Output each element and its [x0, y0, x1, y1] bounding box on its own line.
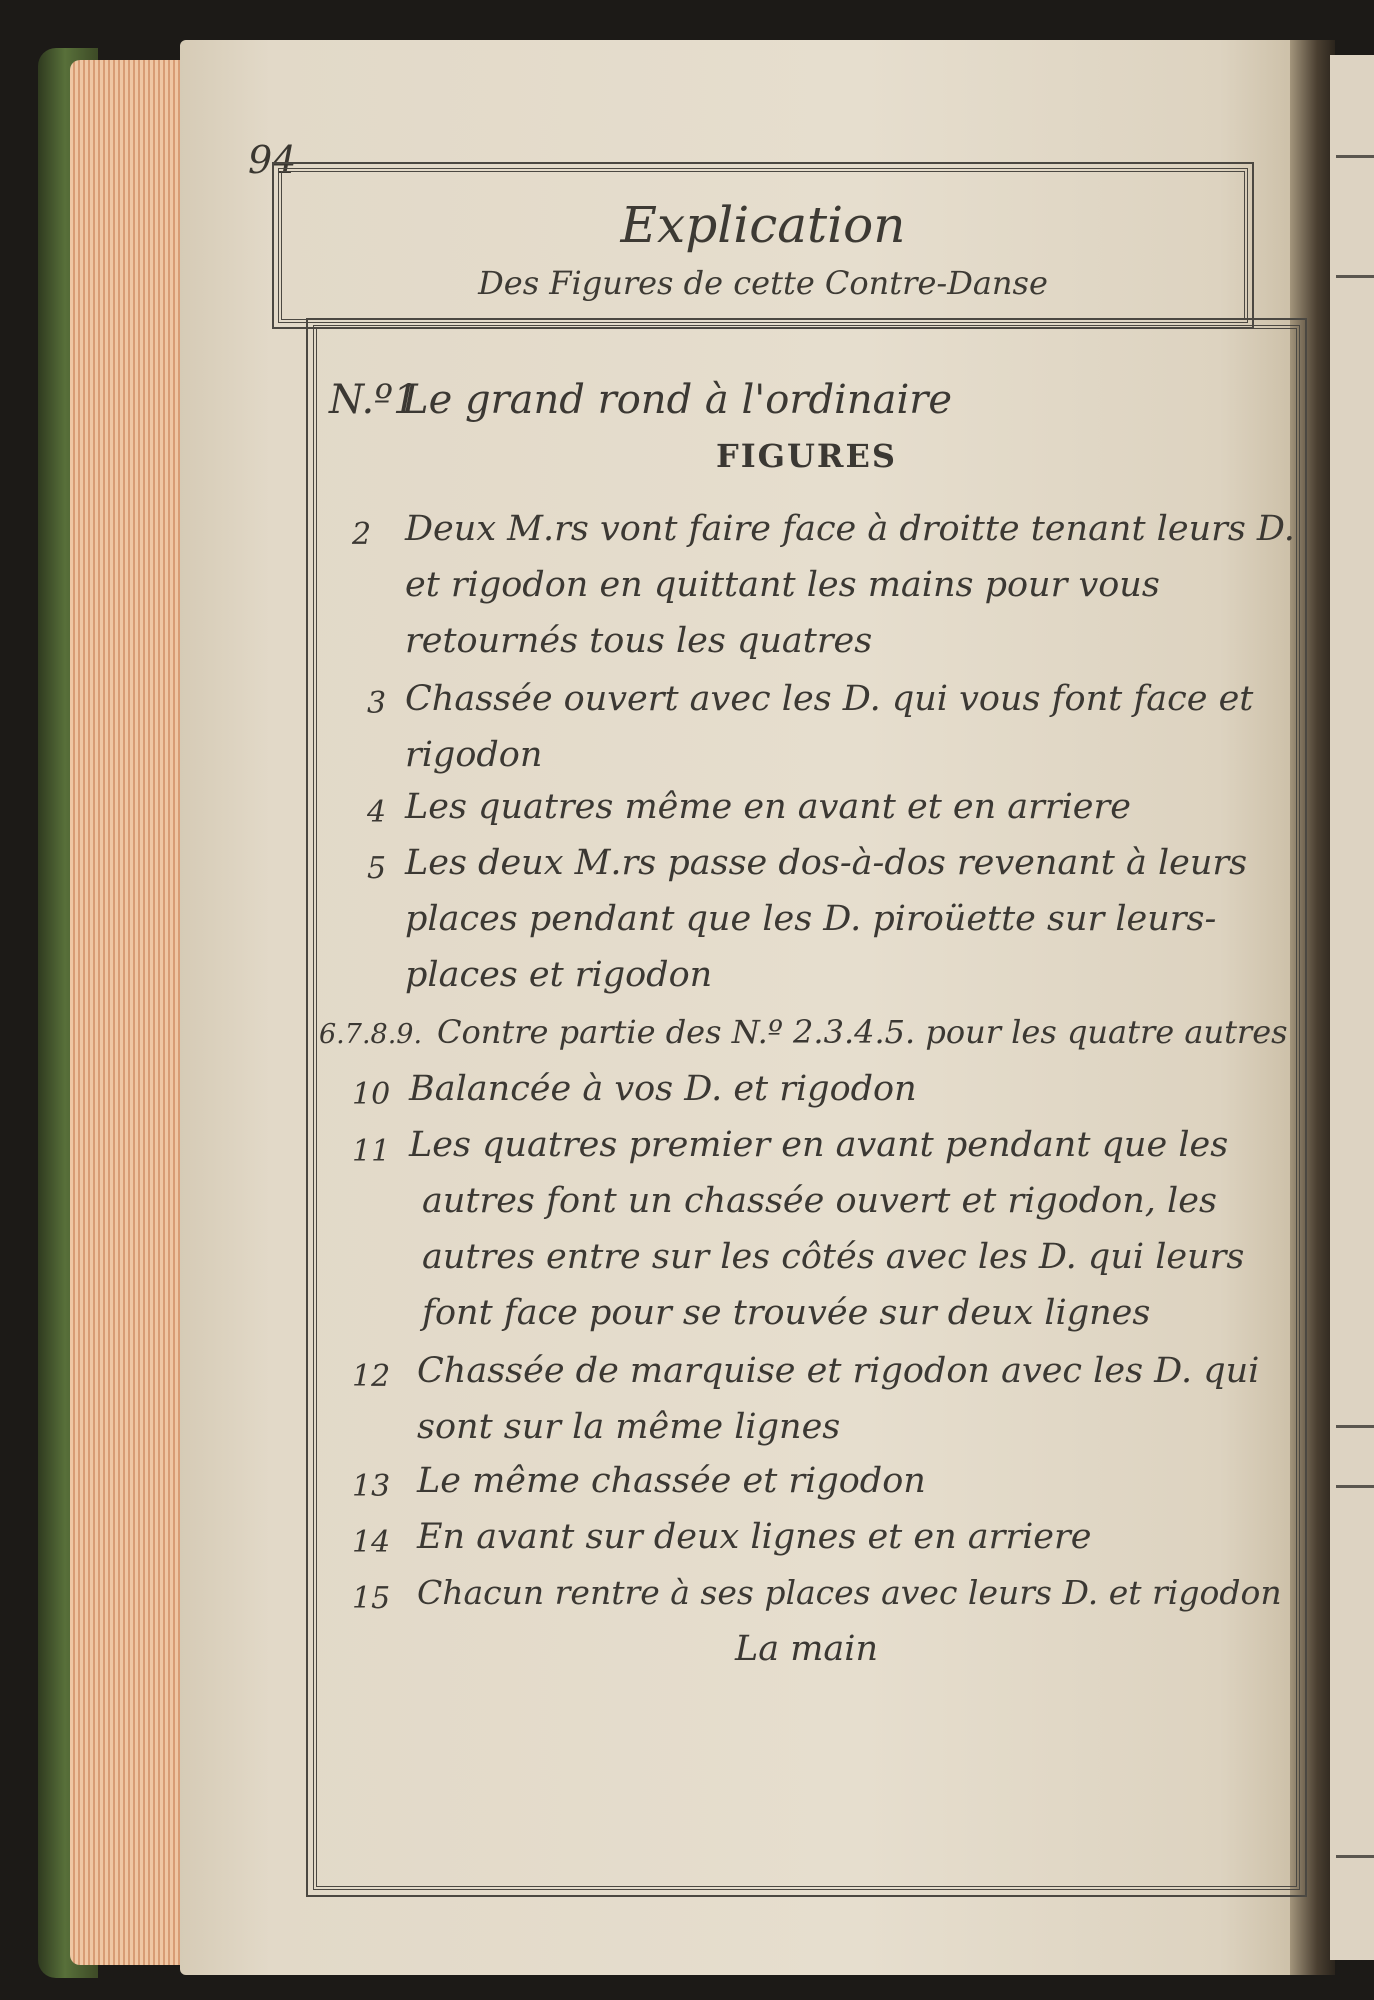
figure-number: 12: [352, 1359, 391, 1394]
closing-text: La main: [734, 1629, 879, 1669]
next-page-rule: [1336, 1425, 1374, 1428]
figure-line: et rigodon en quittant les mains pour vous: [405, 565, 1160, 605]
figure-line: retournés tous les quatres: [405, 621, 873, 661]
figure-line: En avant sur deux lignes et en arriere: [417, 1517, 1092, 1557]
figure-line: autres font un chassée ouvert et rigodon, les: [422, 1181, 1217, 1221]
next-page-rule: [1336, 155, 1374, 158]
figure-number: 6.7.8.9.: [319, 1019, 423, 1050]
figure-line: Balancée à vos D. et rigodon: [409, 1069, 917, 1109]
figure-line: rigodon: [405, 735, 543, 775]
figure-line: Deux M.rs vont faire face à droitte tenant leurs D.: [405, 509, 1295, 549]
figure-line: Chassée ouvert avec les D. qui vous font face et: [405, 679, 1254, 719]
figure-number: 3: [367, 686, 387, 721]
intro-text: Le grand rond à l'ordinaire: [402, 377, 953, 423]
figure-number: 4: [367, 795, 387, 830]
next-page-edge: [1330, 55, 1374, 1960]
figure-line: places pendant que les D. piroüette sur leurs-: [405, 899, 1217, 939]
page-subtitle: Des Figures de cette Contre-Danse: [478, 264, 1048, 302]
figure-number: 5: [367, 851, 387, 886]
next-page-rule: [1336, 1485, 1374, 1488]
page-number: 94: [248, 138, 297, 182]
figure-line: places et rigodon: [405, 955, 713, 995]
figure-line: autres entre sur les côtés avec les D. qui leurs: [422, 1237, 1245, 1277]
next-page-rule: [1336, 1855, 1374, 1858]
figure-number: 14: [352, 1525, 391, 1560]
title-box: [278, 168, 1248, 323]
figure-line: Les quatres même en avant et en arriere: [405, 787, 1131, 827]
page-title: Explication: [620, 196, 906, 254]
figures-heading: FIGURES: [715, 437, 897, 475]
figure-line: Le même chassée et rigodon: [417, 1461, 926, 1501]
figure-line: Les quatres premier en avant pendant que les: [409, 1125, 1229, 1165]
figure-number: 11: [352, 1134, 391, 1169]
figure-number: 10: [352, 1077, 391, 1112]
figure-line: font face pour se trouvée sur deux lignes: [422, 1293, 1151, 1333]
next-page-rule: [1336, 275, 1374, 278]
figure-line: Contre partie des N.º 2.3.4.5. pour les quatre autres: [437, 1013, 1288, 1051]
figure-line: Les deux M.rs passe dos-à-dos revenant à leurs: [405, 843, 1248, 883]
figure-number: 13: [352, 1469, 391, 1504]
figure-line: Chassée de marquise et rigodon avec les D. qui: [417, 1351, 1260, 1391]
figure-number: 2: [352, 517, 372, 552]
figure-line: sont sur la même lignes: [417, 1407, 841, 1447]
figure-line: Chacun rentre à ses places avec leurs D. et rigodon: [417, 1573, 1282, 1612]
figure-number: 15: [352, 1581, 391, 1616]
intro-number: N.º1: [329, 377, 419, 423]
figures-box: [313, 325, 1300, 1890]
